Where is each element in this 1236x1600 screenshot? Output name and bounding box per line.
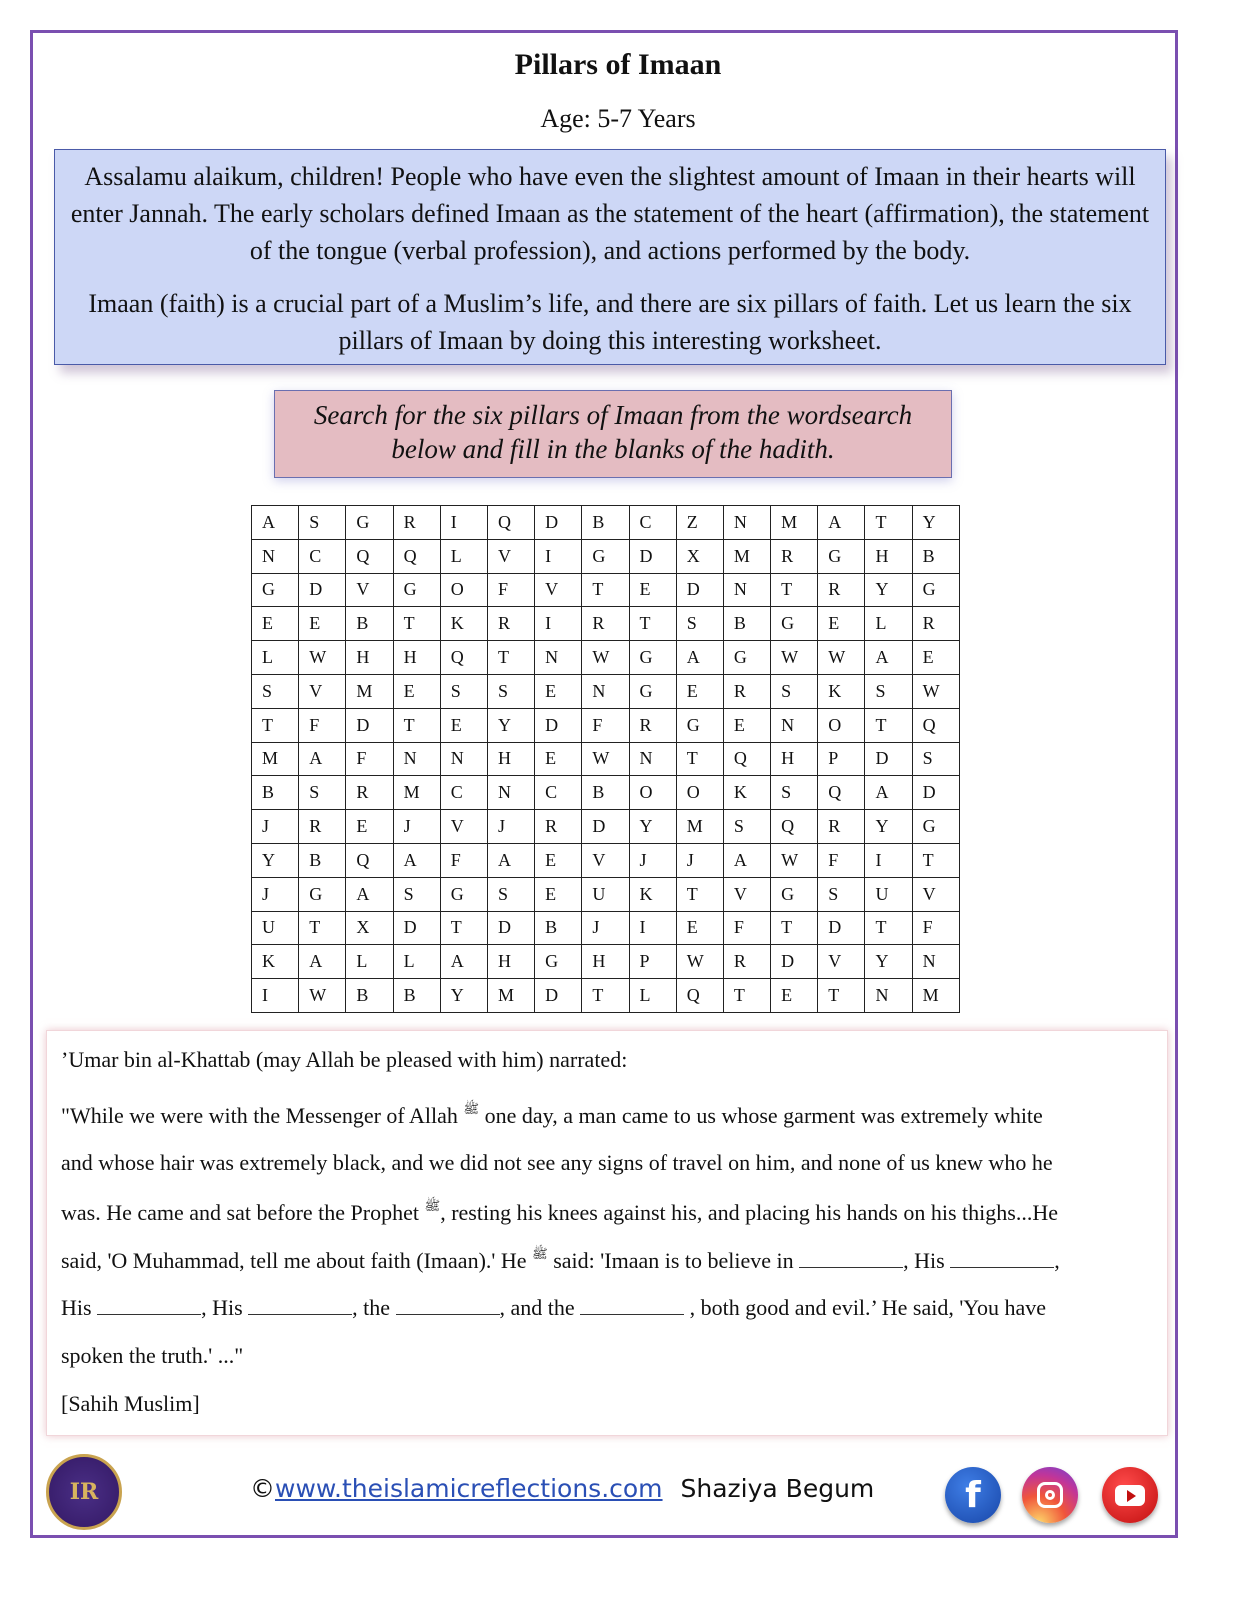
wordsearch-cell[interactable]: W	[299, 641, 346, 675]
wordsearch-cell[interactable]: F	[299, 708, 346, 742]
wordsearch-cell[interactable]: Q	[440, 641, 487, 675]
hadith-line-7	[61, 1343, 243, 1369]
wordsearch-cell[interactable]: D	[535, 708, 582, 742]
hadith-text: , the	[352, 1295, 391, 1320]
wordsearch-cell[interactable]: M	[676, 810, 723, 844]
wordsearch-cell[interactable]: R	[912, 607, 959, 641]
wordsearch-row	[252, 877, 960, 911]
answer-blank-2[interactable]	[950, 1251, 1054, 1268]
wordsearch-cell[interactable]: N	[771, 708, 818, 742]
wordsearch-cell[interactable]: J	[629, 843, 676, 877]
hadith-text: , His	[903, 1248, 945, 1273]
wordsearch-row	[252, 641, 960, 675]
wordsearch-grid	[251, 505, 960, 1013]
wordsearch-cell[interactable]: F	[440, 843, 487, 877]
pbuh-glyph: ﷺ	[424, 1198, 441, 1213]
wordsearch-cell[interactable]: A	[346, 877, 393, 911]
wordsearch-cell[interactable]: Q	[487, 506, 534, 540]
wordsearch-row	[252, 843, 960, 877]
wordsearch-cell[interactable]: Y	[487, 708, 534, 742]
wordsearch-cell[interactable]: E	[393, 674, 440, 708]
wordsearch-cell[interactable]: W	[582, 641, 629, 675]
hadith-text: was. He came and sat before the Prophet	[61, 1200, 419, 1225]
wordsearch-cell[interactable]: T	[818, 979, 865, 1013]
wordsearch-cell[interactable]: K	[440, 607, 487, 641]
answer-blank-6[interactable]	[580, 1298, 684, 1315]
wordsearch-cell[interactable]: K	[629, 877, 676, 911]
wordsearch-cell[interactable]: K	[723, 776, 770, 810]
wordsearch-cell[interactable]: Y	[865, 573, 912, 607]
wordsearch-row	[252, 776, 960, 810]
age-label: Age: 5-7 Years	[540, 104, 696, 133]
page-title: Pillars of Imaan	[514, 48, 722, 81]
wordsearch-cell[interactable]: G	[818, 539, 865, 573]
wordsearch-cell[interactable]: N	[487, 776, 534, 810]
wordsearch-cell[interactable]: A	[676, 641, 723, 675]
wordsearch-cell[interactable]: S	[771, 674, 818, 708]
wordsearch-cell[interactable]: W	[912, 674, 959, 708]
wordsearch-cell[interactable]: B	[535, 911, 582, 945]
wordsearch-cell[interactable]: E	[723, 708, 770, 742]
wordsearch-cell[interactable]: S	[440, 674, 487, 708]
wordsearch-cell[interactable]: M	[346, 674, 393, 708]
wordsearch-cell[interactable]: E	[676, 674, 723, 708]
wordsearch-cell[interactable]: V	[440, 810, 487, 844]
intro-paragraph-1: Assalamu alaikum, children! People who have even the slightest amount of Imaan in their hearts will enter Jannah. The early scholars defined Imaan as the statement of the heart (affirmation), the statement of the tongue (verbal profession), and actions performed by the body.	[70, 162, 1150, 265]
instruction-box	[274, 390, 952, 478]
wordsearch-cell[interactable]: R	[582, 607, 629, 641]
answer-blank-3[interactable]	[97, 1298, 201, 1315]
wordsearch-cell[interactable]: V	[912, 877, 959, 911]
wordsearch-cell[interactable]: A	[818, 506, 865, 540]
wordsearch-cell[interactable]: B	[346, 979, 393, 1013]
wordsearch-cell[interactable]: T	[771, 911, 818, 945]
wordsearch-cell[interactable]: Q	[393, 539, 440, 573]
wordsearch-cell[interactable]: G	[299, 877, 346, 911]
wordsearch-cell[interactable]: A	[723, 843, 770, 877]
wordsearch-cell[interactable]: B	[252, 776, 299, 810]
hadith-line-6	[61, 1295, 1046, 1321]
wordsearch-cell[interactable]: S	[393, 877, 440, 911]
hadith-line-2	[61, 1101, 1043, 1129]
wordsearch-cell[interactable]: O	[440, 573, 487, 607]
wordsearch-cell[interactable]: R	[771, 539, 818, 573]
wordsearch-cell[interactable]: Q	[723, 742, 770, 776]
website-link[interactable]: www.theislamicreflections.com	[275, 1474, 663, 1503]
wordsearch-cell[interactable]: C	[440, 776, 487, 810]
wordsearch-cell[interactable]: S	[723, 810, 770, 844]
wordsearch-cell[interactable]: J	[252, 877, 299, 911]
wordsearch-cell[interactable]: H	[393, 641, 440, 675]
wordsearch-row	[252, 573, 960, 607]
wordsearch-cell[interactable]: F	[912, 911, 959, 945]
wordsearch-cell[interactable]: T	[865, 506, 912, 540]
wordsearch-cell[interactable]: R	[629, 708, 676, 742]
wordsearch-cell[interactable]: D	[582, 810, 629, 844]
islamic-reflections-logo	[46, 1454, 122, 1530]
wordsearch-cell[interactable]: V	[487, 539, 534, 573]
wordsearch-cell[interactable]: Q	[771, 810, 818, 844]
wordsearch-cell[interactable]: T	[582, 979, 629, 1013]
wordsearch-cell[interactable]: O	[818, 708, 865, 742]
wordsearch-row	[252, 810, 960, 844]
wordsearch-cell[interactable]: S	[299, 776, 346, 810]
wordsearch-cell[interactable]: T	[252, 708, 299, 742]
wordsearch-cell[interactable]: E	[299, 607, 346, 641]
wordsearch-cell[interactable]: H	[487, 742, 534, 776]
hadith-text: said, 'O Muhammad, tell me about faith (Imaan).' He	[61, 1248, 527, 1273]
hadith-narrator: ’Umar bin al-Khattab (may Allah be pleased with him) narrated:	[61, 1047, 628, 1072]
wordsearch-cell[interactable]: W	[676, 945, 723, 979]
wordsearch-cell[interactable]: W	[299, 979, 346, 1013]
wordsearch-cell[interactable]: I	[440, 506, 487, 540]
wordsearch-cell[interactable]: D	[299, 573, 346, 607]
wordsearch-cell[interactable]: Y	[865, 810, 912, 844]
hadith-text: , His	[201, 1295, 243, 1320]
wordsearch-cell[interactable]: G	[912, 573, 959, 607]
pbuh-glyph: ﷺ	[463, 1101, 480, 1116]
wordsearch-cell[interactable]: D	[346, 708, 393, 742]
answer-blank-1[interactable]	[799, 1251, 903, 1268]
hadith-source	[61, 1391, 200, 1417]
hadith-text: "While we were with the Messenger of Allah	[61, 1103, 458, 1128]
wordsearch-cell[interactable]: A	[252, 506, 299, 540]
wordsearch-cell[interactable]: F	[582, 708, 629, 742]
wordsearch-cell[interactable]: K	[818, 674, 865, 708]
wordsearch-cell[interactable]: Q	[346, 843, 393, 877]
wordsearch-cell[interactable]: G	[252, 573, 299, 607]
wordsearch-cell[interactable]: M	[771, 506, 818, 540]
wordsearch-cell[interactable]: L	[865, 607, 912, 641]
wordsearch-cell[interactable]: G	[629, 641, 676, 675]
wordsearch-cell[interactable]: T	[912, 843, 959, 877]
wordsearch-cell[interactable]: J	[582, 911, 629, 945]
wordsearch-cell[interactable]: U	[252, 911, 299, 945]
wordsearch-cell[interactable]: T	[771, 573, 818, 607]
wordsearch-cell[interactable]: Y	[912, 506, 959, 540]
wordsearch-cell[interactable]: H	[771, 742, 818, 776]
wordsearch-cell[interactable]: S	[865, 674, 912, 708]
wordsearch-cell[interactable]: B	[723, 607, 770, 641]
wordsearch-cell[interactable]: G	[629, 674, 676, 708]
instagram-icon[interactable]	[1022, 1467, 1078, 1523]
hadith-line-3	[61, 1150, 1053, 1176]
wordsearch-cell[interactable]: M	[393, 776, 440, 810]
wordsearch-cell[interactable]: A	[299, 945, 346, 979]
wordsearch-row	[252, 506, 960, 540]
wordsearch-cell[interactable]: E	[440, 708, 487, 742]
wordsearch-cell[interactable]: T	[629, 607, 676, 641]
hadith-line-1	[61, 1047, 627, 1073]
youtube-icon[interactable]	[1102, 1467, 1158, 1523]
wordsearch-cell[interactable]: L	[346, 945, 393, 979]
wordsearch-cell[interactable]: Y	[865, 945, 912, 979]
wordsearch-cell[interactable]: E	[346, 810, 393, 844]
wordsearch-cell[interactable]: F	[723, 911, 770, 945]
wordsearch-cell[interactable]: Y	[629, 810, 676, 844]
wordsearch-cell[interactable]: Q	[912, 708, 959, 742]
wordsearch-cell[interactable]: D	[535, 979, 582, 1013]
wordsearch-cell[interactable]: M	[252, 742, 299, 776]
wordsearch-cell[interactable]: G	[535, 945, 582, 979]
answer-blank-4[interactable]	[248, 1298, 352, 1315]
wordsearch-cell[interactable]: C	[535, 776, 582, 810]
wordsearch-cell[interactable]: G	[346, 506, 393, 540]
wordsearch-cell[interactable]: V	[535, 573, 582, 607]
wordsearch-cell[interactable]: J	[393, 810, 440, 844]
wordsearch-cell[interactable]: P	[818, 742, 865, 776]
wordsearch-cell[interactable]: X	[676, 539, 723, 573]
wordsearch-cell[interactable]: T	[865, 911, 912, 945]
wordsearch-cell[interactable]: K	[252, 945, 299, 979]
wordsearch-cell[interactable]: E	[252, 607, 299, 641]
wordsearch-cell[interactable]: E	[535, 674, 582, 708]
wordsearch-cell[interactable]: S	[487, 877, 534, 911]
wordsearch-cell[interactable]: M	[487, 979, 534, 1013]
wordsearch-cell[interactable]: A	[299, 742, 346, 776]
facebook-icon[interactable]	[945, 1467, 1001, 1523]
facebook-glyph: f	[965, 1474, 981, 1516]
wordsearch-cell[interactable]: B	[346, 607, 393, 641]
wordsearch-cell[interactable]: M	[912, 979, 959, 1013]
wordsearch-cell[interactable]: G	[912, 810, 959, 844]
instruction-line-2: below and fill in the blanks of the hadith.	[391, 434, 835, 464]
wordsearch-cell[interactable]: S	[676, 607, 723, 641]
hadith-text: ,	[1054, 1248, 1060, 1273]
wordsearch-cell[interactable]: S	[487, 674, 534, 708]
wordsearch-cell[interactable]: E	[535, 742, 582, 776]
wordsearch-cell[interactable]: G	[582, 539, 629, 573]
intro-box	[54, 149, 1166, 365]
author-name: Shaziya Begum	[680, 1474, 875, 1503]
wordsearch-cell[interactable]: O	[676, 776, 723, 810]
wordsearch-cell[interactable]: I	[865, 843, 912, 877]
wordsearch-cell[interactable]: A	[865, 776, 912, 810]
wordsearch-cell[interactable]: B	[393, 979, 440, 1013]
wordsearch-cell[interactable]: T	[393, 708, 440, 742]
wordsearch-cell[interactable]: N	[440, 742, 487, 776]
wordsearch-cell[interactable]: F	[487, 573, 534, 607]
wordsearch-row	[252, 539, 960, 573]
wordsearch-cell[interactable]: D	[771, 945, 818, 979]
wordsearch-cell[interactable]: Z	[676, 506, 723, 540]
wordsearch-cell[interactable]: Q	[676, 979, 723, 1013]
wordsearch-cell[interactable]: T	[582, 573, 629, 607]
wordsearch-cell[interactable]: Q	[346, 539, 393, 573]
instagram-glyph	[1037, 1482, 1063, 1508]
wordsearch-cell[interactable]: R	[299, 810, 346, 844]
wordsearch-cell[interactable]: H	[865, 539, 912, 573]
footer	[250, 1474, 874, 1503]
wordsearch-cell[interactable]: R	[487, 607, 534, 641]
wordsearch-cell[interactable]: T	[676, 877, 723, 911]
wordsearch-cell[interactable]: G	[676, 708, 723, 742]
wordsearch-cell[interactable]: A	[865, 641, 912, 675]
wordsearch-row	[252, 742, 960, 776]
wordsearch-cell[interactable]: C	[629, 506, 676, 540]
pbuh-glyph: ﷺ	[532, 1246, 548, 1261]
wordsearch-cell[interactable]: D	[629, 539, 676, 573]
wordsearch-cell[interactable]: S	[771, 776, 818, 810]
wordsearch-cell[interactable]: G	[440, 877, 487, 911]
wordsearch-cell[interactable]: D	[393, 911, 440, 945]
wordsearch-cell[interactable]: V	[723, 877, 770, 911]
wordsearch-cell[interactable]: N	[252, 539, 299, 573]
wordsearch-cell[interactable]: B	[582, 776, 629, 810]
wordsearch-cell[interactable]: N	[535, 641, 582, 675]
wordsearch-cell[interactable]: X	[346, 911, 393, 945]
wordsearch-cell[interactable]: N	[723, 573, 770, 607]
wordsearch-cell[interactable]: J	[487, 810, 534, 844]
wordsearch-cell[interactable]: N	[865, 979, 912, 1013]
wordsearch-cell[interactable]: I	[535, 539, 582, 573]
wordsearch-cell[interactable]: N	[912, 945, 959, 979]
wordsearch-cell[interactable]: R	[346, 776, 393, 810]
wordsearch-cell[interactable]: R	[535, 810, 582, 844]
hadith-text: , resting his knees against his, and placing his hands on his thighs...He	[440, 1200, 1058, 1225]
wordsearch-row	[252, 607, 960, 641]
wordsearch-cell[interactable]: B	[299, 843, 346, 877]
wordsearch-cell[interactable]: A	[487, 843, 534, 877]
wordsearch-row	[252, 674, 960, 708]
wordsearch-cell[interactable]: R	[818, 573, 865, 607]
wordsearch-cell[interactable]: W	[582, 742, 629, 776]
wordsearch-row	[252, 911, 960, 945]
wordsearch-cell[interactable]: H	[487, 945, 534, 979]
wordsearch-cell[interactable]: E	[912, 641, 959, 675]
wordsearch-cell[interactable]: R	[723, 674, 770, 708]
wordsearch-row	[252, 945, 960, 979]
wordsearch-cell[interactable]: C	[299, 539, 346, 573]
copyright-symbol: ©	[250, 1474, 275, 1503]
hadith-text: said: 'Imaan is to believe in	[553, 1248, 794, 1273]
wordsearch-cell[interactable]: D	[865, 742, 912, 776]
wordsearch-cell[interactable]: P	[629, 945, 676, 979]
wordsearch-cell[interactable]: L	[440, 539, 487, 573]
wordsearch-cell[interactable]: L	[252, 641, 299, 675]
wordsearch-row	[252, 979, 960, 1013]
wordsearch-cell[interactable]: I	[252, 979, 299, 1013]
wordsearch-cell[interactable]: H	[346, 641, 393, 675]
wordsearch-cell[interactable]: F	[818, 843, 865, 877]
hadith-text: one day, a man came to us whose garment was extremely white	[484, 1103, 1043, 1128]
wordsearch-cell[interactable]: E	[535, 877, 582, 911]
wordsearch-cell[interactable]: T	[676, 742, 723, 776]
wordsearch-cell[interactable]: T	[723, 979, 770, 1013]
wordsearch-cell[interactable]: T	[865, 708, 912, 742]
wordsearch-cell[interactable]: E	[629, 573, 676, 607]
wordsearch-cell[interactable]: O	[629, 776, 676, 810]
wordsearch-cell[interactable]: U	[865, 877, 912, 911]
wordsearch-cell[interactable]: E	[676, 911, 723, 945]
wordsearch-cell[interactable]: T	[393, 607, 440, 641]
wordsearch-cell[interactable]: S	[912, 742, 959, 776]
youtube-glyph	[1115, 1485, 1145, 1506]
wordsearch-cell[interactable]: D	[535, 506, 582, 540]
wordsearch-cell[interactable]: G	[771, 877, 818, 911]
wordsearch-cell[interactable]: N	[582, 674, 629, 708]
wordsearch-cell[interactable]: T	[487, 641, 534, 675]
wordsearch-cell[interactable]: E	[535, 843, 582, 877]
wordsearch-cell[interactable]: S	[252, 674, 299, 708]
wordsearch-cell[interactable]: N	[629, 742, 676, 776]
wordsearch-cell[interactable]: G	[771, 607, 818, 641]
wordsearch-cell[interactable]: A	[440, 945, 487, 979]
wordsearch-cell[interactable]: Y	[252, 843, 299, 877]
wordsearch-cell[interactable]: H	[582, 945, 629, 979]
hadith-text: His	[61, 1295, 92, 1320]
instruction-line-1: Search for the six pillars of Imaan from the wordsearch	[313, 400, 913, 430]
wordsearch-cell[interactable]: Q	[818, 776, 865, 810]
wordsearch-cell[interactable]: S	[299, 506, 346, 540]
wordsearch-cell[interactable]: J	[676, 843, 723, 877]
wordsearch-cell[interactable]: V	[818, 945, 865, 979]
wordsearch-cell[interactable]: D	[676, 573, 723, 607]
wordsearch-cell[interactable]: W	[818, 641, 865, 675]
wordsearch-cell[interactable]: Y	[440, 979, 487, 1013]
wordsearch-cell[interactable]: E	[771, 979, 818, 1013]
wordsearch-row	[252, 708, 960, 742]
wordsearch-cell[interactable]: J	[252, 810, 299, 844]
wordsearch-cell[interactable]: R	[393, 506, 440, 540]
wordsearch-cell[interactable]: D	[912, 776, 959, 810]
wordsearch-cell[interactable]: V	[346, 573, 393, 607]
hadith-box	[46, 1030, 1168, 1436]
wordsearch-cell[interactable]: T	[299, 911, 346, 945]
intro-paragraph-2: Imaan (faith) is a crucial part of a Muslim’s life, and there are six pillars of faith. Let us learn the six pillars of Imaan by doing this interesting worksheet.	[88, 289, 1132, 355]
wordsearch-cell[interactable]: I	[535, 607, 582, 641]
wordsearch-cell[interactable]: E	[818, 607, 865, 641]
hadith-text: , both good and evil.’ He said, 'You have	[689, 1295, 1047, 1320]
wordsearch-cell[interactable]: A	[393, 843, 440, 877]
wordsearch-cell[interactable]: B	[582, 506, 629, 540]
wordsearch-cell[interactable]: D	[818, 911, 865, 945]
wordsearch-cell[interactable]: V	[582, 843, 629, 877]
wordsearch-cell[interactable]: G	[393, 573, 440, 607]
wordsearch-cell[interactable]: T	[440, 911, 487, 945]
hadith-text: spoken the truth.' ..."	[61, 1343, 244, 1368]
wordsearch-cell[interactable]: F	[346, 742, 393, 776]
hadith-line-5	[61, 1246, 1060, 1274]
wordsearch-cell[interactable]: W	[771, 641, 818, 675]
wordsearch-cell[interactable]: D	[487, 911, 534, 945]
wordsearch-cell[interactable]: L	[393, 945, 440, 979]
logo-letters: IR	[69, 1479, 99, 1505]
wordsearch-cell[interactable]: N	[393, 742, 440, 776]
wordsearch-cell[interactable]: L	[629, 979, 676, 1013]
wordsearch-cell[interactable]: V	[299, 674, 346, 708]
hadith-text: , and the	[499, 1295, 575, 1320]
wordsearch-cell[interactable]: G	[723, 641, 770, 675]
wordsearch-cell[interactable]: R	[818, 810, 865, 844]
hadith-text: and whose hair was extremely black, and we did not see any signs of travel on him, and none of us knew who he	[61, 1150, 1053, 1175]
source-citation: [Sahih Muslim]	[61, 1391, 200, 1416]
wordsearch-cell[interactable]: R	[723, 945, 770, 979]
wordsearch-cell[interactable]: M	[723, 539, 770, 573]
wordsearch-cell[interactable]: B	[912, 539, 959, 573]
wordsearch-cell[interactable]: U	[582, 877, 629, 911]
wordsearch-cell[interactable]: S	[818, 877, 865, 911]
wordsearch-cell[interactable]: I	[629, 911, 676, 945]
wordsearch-cell[interactable]: N	[723, 506, 770, 540]
wordsearch-cell[interactable]: W	[771, 843, 818, 877]
answer-blank-5[interactable]	[396, 1298, 500, 1315]
hadith-line-4	[61, 1198, 1058, 1226]
